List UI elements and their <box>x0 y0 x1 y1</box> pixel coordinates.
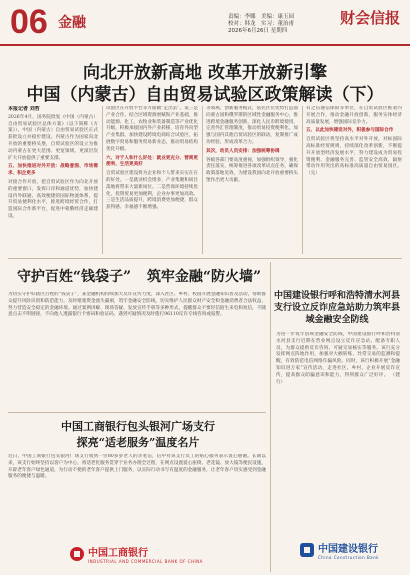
icbc-logo-icon <box>70 547 84 561</box>
subheading: 五、加快推进对外开放：战略意图、市场需求、积企更多 <box>8 164 98 177</box>
subheading: 五、以此加快建设对外，积极参与国际合作 <box>306 128 394 134</box>
icbc-article-title-1: 中国工商银行包头银河广场支行 <box>61 420 215 433</box>
editor-info: 责编：李娜 美编：康玉园 校对：韩龙 实习：董治甫 2026年6月26日 星期四 <box>228 14 295 34</box>
ccb-article-body: 为进一步筑牢县域金融安全防线，中国建设银行呼和浩特清水河县支行近期在营业网点设立反诈应急站，配备专职人员，为群众提供反诈咨询、可疑交易核实等服务。该行充分发挥网点阵地作用，加强对大额转账、异常交易的监测和提醒，有效防范电信网络诈骗风险。同时，该行积极开展“金融知识进万家”宣传活动，走进社区、乡村、企业开展反诈宣传，提高群众防骗意识和能力，得到群众广泛好评。 （建 行） <box>276 332 400 385</box>
section-name: 金融 <box>58 15 86 31</box>
ccb-logo-icon <box>300 543 314 557</box>
ccb-article-title: 中国建设银行呼和浩特清水河县支行设立反诈应急站助力筑牢县域金融安全防线 <box>273 291 400 325</box>
column-divider <box>102 106 103 254</box>
column-divider <box>270 262 271 572</box>
article-title-right: 筑牢金融“防火墙” <box>146 269 262 285</box>
byline: 本报记者 刘哲 <box>8 106 40 112</box>
headline-line-1: 向北开放新高地 改革开放新引擎 <box>83 63 327 83</box>
section-divider <box>8 412 266 413</box>
article-title-left: 守护百姓“钱袋子” <box>16 269 132 285</box>
top-article-col-1: 本报记者 刘哲 2026年4月，国务院批复《中国（内蒙古）自由贸易试验区总体方案》（以下简称《方案》），中国（内蒙古）自由贸易试验区正式获批设立并稳步建设。内蒙古作为国家向北开放的重要桥头堡，自贸试验区的设立为推动内蒙古在更大范围、更宽领域、更深层次扩大开放提供了重要支撑。 五、加快推进对外开放：战略意图、市场需求、积企更多 对接合作开放，把自贸试验区作为向北开放的重要窗口，发挥口岸和通道优势，加快建设内外联通、高效便捷的国际物流体系，提升贸易便利化水平，推进跨境经贸合作，打造国际合作新平台，促进中蒙俄经济走廊建设。 <box>8 106 98 219</box>
icbc-logo: 中国工商银行 INDUSTRIAL AND COMMERCIAL BANK OF CHINA <box>70 544 203 564</box>
fraud-article-body: 为切实守护好辖区百姓的“钱袋子”，某金融机构持续加大反诈宣传力度，深入社区、乡村、校园开展金融知识普及活动，帮助群众提升风险识别和防范能力，及时堵塞资金流失漏洞，筑牢金融安全防线，切实维护人民群众财产安全和金融消费者合法权益，努力营造安全稳定的金融环境。通过案例讲解、现场答疑、发放宣传手册等多种形式，提醒群众不要轻信陌生来电和短信，不随意点击不明链接，不向他人透露银行卡密码和验证码，遇到可疑情况及时拨打96110反诈专线咨询或报警。 <box>8 292 266 318</box>
icbc-article-title-2: 探亮“适老服务”温度名片 <box>76 436 200 449</box>
ccb-byline: （建 行） <box>276 372 400 385</box>
newspaper-brand: 财会信报 <box>339 9 400 27</box>
end-mark: （完） <box>306 171 320 177</box>
subheading: 六、对于人和什么好处：就业更充分、营商更便利、生活更美好 <box>106 155 198 168</box>
icbc-article-body: 近日，中国工商银行包头银河广场支行收到一位80多岁老人的亲笔信，信中对该支行员工的贴心服务表示衷心感谢。长期以来，该支行始终坚持以客户为中心，将适老化服务贯穿于业务办理全过程，在网点设置爱心座椅、老花镜、放大镜等便民设施，开辟老年客户绿色通道，为行动不便的老年客户提供上门服务，以实际行动书写有温度的金融服务，让老年客户切实感受到金融服务的便捷与温暖。 <box>8 454 266 480</box>
column-divider <box>302 106 303 254</box>
top-article-col-2: 试验区在开放平台等方面做“走出去”。第三是产业合作。结合区域资源禀赋和产业基础，推动能源、化工、农牧业和装备制造等产业优化升级，积极承接国内外产业转移，培育外向型产业集群。加快建设跨境电商综合试验区，拓展数字贸易和服务贸易新业态，推动贸易结构优化升级。 六、对于人和什么好处：就业更充分、营商更便利、生活更美好 自贸试验区建设将为企业和个人带来实实在在的好处。一是就业机会增多，产业集聚和项目落地将带来大量新岗位。二是营商环境持续优化，投资贸易更加便利，企业办事更加高效。三是生活品质提升，跨境消费更加便捷，群众获得感、幸福感不断增强。 <box>106 106 198 211</box>
headline-line-2: 中国（内蒙古）自由贸易试验区政策解读（下） <box>26 85 384 105</box>
subheading: 其次，动员人员安排：加强统筹协调 <box>206 148 280 154</box>
page-header <box>0 0 410 46</box>
section-divider <box>8 258 402 259</box>
top-article-col-3: 等领域，创新服务模式，依托区位优势打造面向蒙古国和俄罗斯的区域性金融服务中心，推进跨境金融服务创新，深化人民币跨境使用，完善外汇管理制度，推动贸易投资便利化。加强与国内其他自贸试验区的联动，复制推广成功经验，形成改革合力。 其次，动员人员安排：加强统筹协调 各级各部门要高度重视，加强组织领导，强化责任落实，统筹推进各项改革试点任务，确保政策落地见效，为建设我国向北开放重要桥头堡作出更大贡献。 <box>206 106 298 183</box>
ccb-logo: 中国建设银行 China Construction Bank <box>300 540 379 560</box>
page-number: 06 <box>10 3 48 41</box>
column-divider <box>202 106 203 254</box>
top-article-col-4: 有之信通信保险等单位，在自贸试验区框架内开展合作，推动金融开放创新，服务实体经济高质量发展，增强国际竞争力。 五、以此加快建设对外，积极参与国际合作 自贸试验区将坚持高水平对外开放，对标国际高标准经贸规则，持续深化改革创新，不断提升开放型经济发展水平，努力建设成为贸易投资便利、金融服务完善、监管安全高效、辐射带动作用突出的高标准高质量自由贸易园区。 （完） <box>306 106 402 177</box>
